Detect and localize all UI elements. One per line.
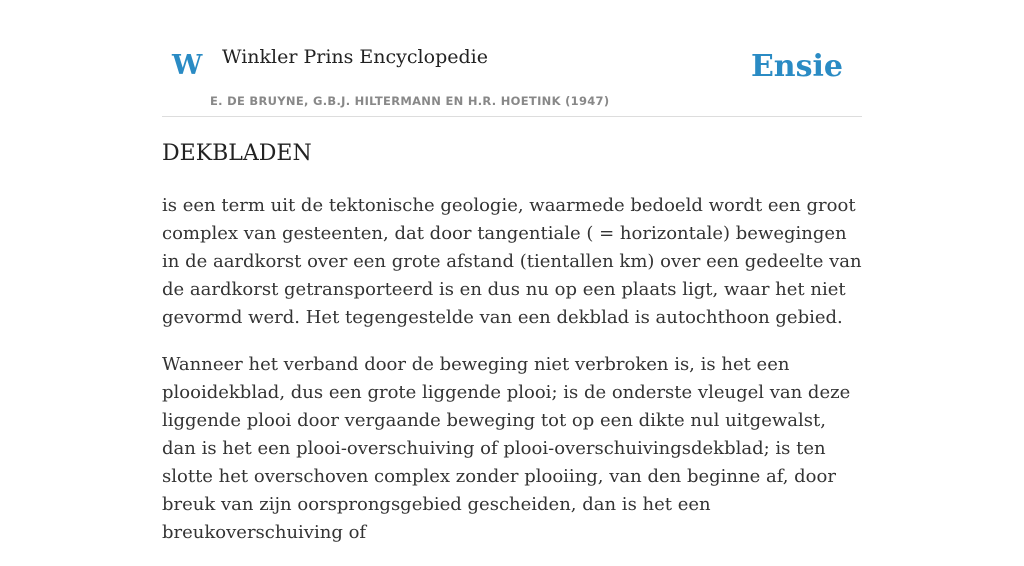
article-paragraph: is een term uit de tektonische geologie, waarmede bedoeld wordt een groot complex van gesteenten, dat door tangentiale ( = horizontale) bewegingen in de aardkorst over een grote afstand (tientallen km) over een gedeelte van de aardkorst getransporteerd is en dus nu op een plaats ligt, waar het niet gevormd werd. Het tegengestelde van een dekblad is autochthoon gebied. xyxy=(162,195,862,328)
article-body xyxy=(162,192,862,566)
article-paragraph: Wanneer het verband door de beweging niet verbroken is, is het een plooidekblad, dus een grote liggende plooi; is de onderste vleugel van deze liggende plooi door vergaande beweging tot op een dikte nul uitgewalst, dan is het een plooi-overschuiving of plooi-overschuivingsdekblad; is ten slotte het overschoven complex zonder plooiing, van den beginne af, door breuk van zijn oorsprongsgebied gescheiden, dan is het een breukoverschuiving of xyxy=(162,354,851,543)
publication-title-link[interactable]: Winkler Prins Encyclopedie xyxy=(222,46,488,68)
publication-authors: E. DE BRUYNE, G.B.J. HILTERMANN EN H.R. HOETINK (1947) xyxy=(210,94,610,108)
article-title: DEKBLADEN xyxy=(162,141,312,166)
ensie-brand-logo[interactable]: Ensie xyxy=(750,49,843,84)
publication-logo[interactable]: W xyxy=(172,50,203,81)
site-header xyxy=(162,0,862,117)
